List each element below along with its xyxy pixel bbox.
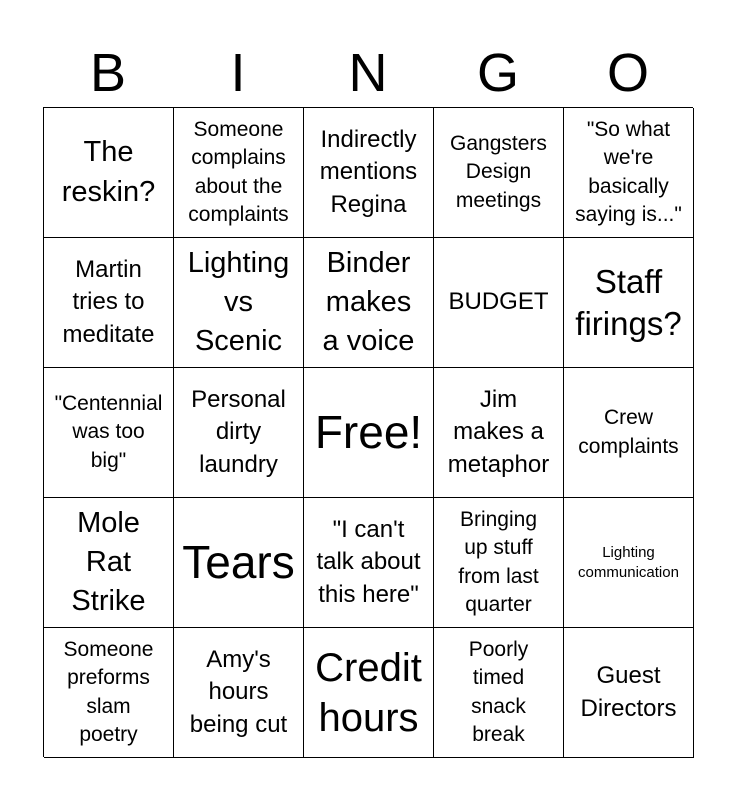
header-letter-n: N <box>348 43 388 103</box>
bingo-cell[interactable] <box>434 628 564 758</box>
bingo-cell-text: Tears <box>182 535 295 588</box>
bingo-cell[interactable] <box>304 498 434 628</box>
header-letter-o: O <box>606 43 649 103</box>
bingo-cell-text: Someone complains about the complaints <box>188 117 289 226</box>
bingo-cell-text: Poorly timed snack break <box>468 637 529 746</box>
bingo-cell-text: Lighting communication <box>578 544 679 581</box>
bingo-cell-text: Credit hours <box>315 645 422 740</box>
bingo-cell[interactable] <box>174 108 304 238</box>
bingo-cell[interactable] <box>44 368 174 498</box>
bingo-cell-text: Martin tries to meditate <box>62 255 155 348</box>
bingo-cell-text: Free! <box>314 405 423 458</box>
bingo-cell-text: Bringing up stuff from last quarter <box>458 507 539 616</box>
bingo-cell-text: "Centennial was too big" <box>54 391 163 472</box>
bingo-cell[interactable] <box>44 238 174 368</box>
bingo-cell[interactable] <box>564 628 694 758</box>
bingo-cell[interactable] <box>304 108 434 238</box>
bingo-cell[interactable] <box>44 108 174 238</box>
bingo-cell-text: Indirectly mentions Regina <box>319 125 418 218</box>
bingo-cell[interactable] <box>434 238 564 368</box>
bingo-cell-text: The reskin? <box>61 136 156 208</box>
bingo-cell[interactable] <box>434 108 564 238</box>
bingo-cell[interactable] <box>564 368 694 498</box>
bingo-cell-text: BUDGET <box>448 288 549 316</box>
bingo-cell-text: Jim makes a metaphor <box>447 385 550 478</box>
bingo-cell[interactable] <box>174 498 304 628</box>
bingo-cell[interactable] <box>174 368 304 498</box>
bingo-cell[interactable] <box>564 238 694 368</box>
bingo-cell[interactable] <box>304 628 434 758</box>
bingo-cell-text: Amy's hours being cut <box>189 645 288 738</box>
bingo-cell-text: "So what we're basically saying is..." <box>575 117 682 226</box>
bingo-cell-text: Staff firings? <box>575 263 682 342</box>
bingo-cell[interactable] <box>44 498 174 628</box>
bingo-cell[interactable] <box>434 498 564 628</box>
bingo-cell[interactable] <box>564 108 694 238</box>
bingo-cell-text: Crew complaints <box>578 406 679 458</box>
bingo-cell-text: Personal dirty laundry <box>191 385 286 478</box>
bingo-cell[interactable] <box>174 238 304 368</box>
bingo-header <box>43 38 693 108</box>
bingo-cell-text: "I can't talk about this here" <box>316 515 421 608</box>
header-letter-g: G <box>476 43 519 103</box>
bingo-board <box>43 107 693 757</box>
bingo-cell-text: Mole Rat Strike <box>71 506 146 618</box>
bingo-cell-text: Lighting vs Scenic <box>187 246 290 358</box>
bingo-cell[interactable] <box>304 238 434 368</box>
header-letter-b: B <box>89 43 127 103</box>
bingo-cell-text: Guest Directors <box>580 662 677 722</box>
bingo-cell[interactable] <box>564 498 694 628</box>
header-letter-i: I <box>230 43 246 103</box>
bingo-cell-text: Someone preforms slam poetry <box>63 637 154 746</box>
bingo-cell-free[interactable] <box>304 368 434 498</box>
bingo-cell[interactable] <box>44 628 174 758</box>
bingo-cell[interactable] <box>174 628 304 758</box>
bingo-cell[interactable] <box>434 368 564 498</box>
bingo-cell-text: Binder makes a voice <box>322 246 415 358</box>
bingo-cell-text: Gangsters Design meetings <box>450 131 547 212</box>
